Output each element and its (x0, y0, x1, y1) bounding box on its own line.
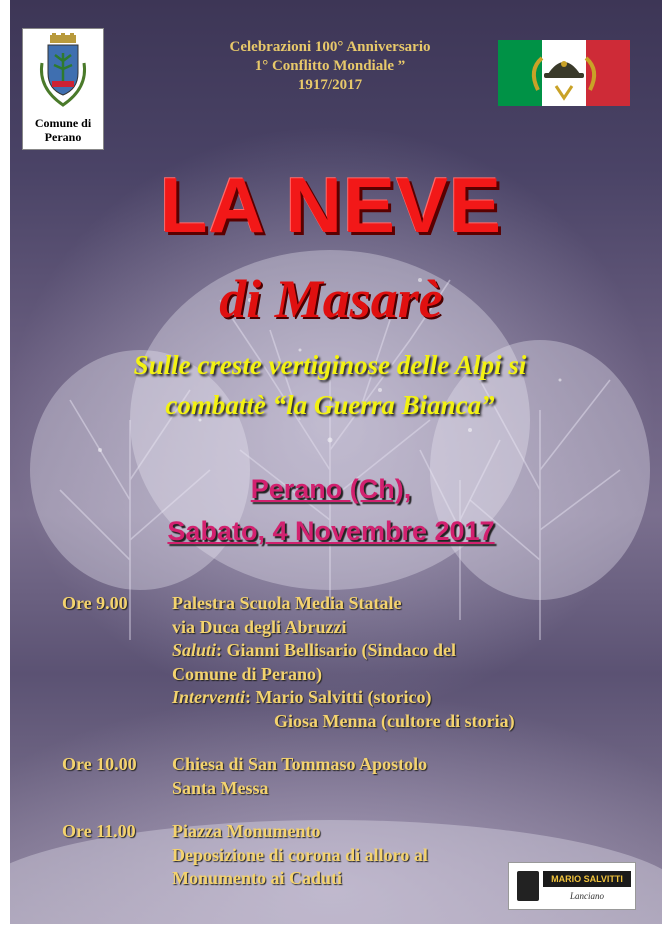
schedule-line: Monumento ai Caduti (172, 868, 343, 888)
schedule-line: Palestra Scuola Media Statale (172, 593, 402, 613)
header-line1: Celebrazioni 100° Anniversario (229, 39, 431, 55)
sponsor-name: MARIO SALVITTI (543, 871, 631, 887)
schedule-item (62, 753, 622, 800)
municipality-crest (22, 28, 104, 150)
tagline-line1: Sulle creste vertiginose delle Alpi si (133, 350, 527, 380)
schedule-line: Chiesa di San Tommaso Apostolo (172, 754, 428, 774)
greetings-label: Saluti (172, 640, 217, 660)
speakers-label: Interventi (172, 687, 246, 707)
schedule-line: Piazza Monumento (172, 821, 321, 841)
tagline-line2: combattè “la Guerra Bianca” (165, 390, 495, 420)
header-line2: 1° Conflitto Mondiale ” (254, 58, 406, 74)
schedule-line: Giosa Menna (cultore di storia) (274, 710, 515, 731)
sponsor-logo (508, 862, 636, 910)
coat-of-arms-icon (32, 33, 94, 111)
tagline (60, 345, 600, 425)
crest-caption-line2: Perano (44, 130, 82, 144)
header-line3: 1917/2017 (297, 77, 363, 93)
schedule-item (62, 592, 622, 733)
poster-subtitle: di Masarè (219, 269, 443, 329)
sponsor-city: Lanciano (569, 891, 604, 901)
store-icon (517, 871, 539, 901)
schedule-time: Ore 9.00 (62, 593, 128, 613)
schedule-line: via Duca degli Abruzzi (172, 616, 347, 637)
poster-title: LA NEVE (159, 161, 503, 249)
schedule-line: Deposizione di corona di alloro al (172, 844, 428, 865)
italian-flag-helmet-icon (498, 40, 630, 106)
schedule-time: Ore 11.00 (62, 821, 136, 841)
event-date: Sabato, 4 Novembre 2017 (167, 516, 495, 546)
event-place-date (0, 468, 662, 552)
crest-caption-line1: Comune di (34, 116, 92, 130)
schedule-time: Ore 10.00 (62, 754, 137, 774)
greetings-text: : Gianni Bellisario (Sindaco del (216, 640, 457, 660)
event-place: Perano (Ch), (250, 474, 412, 504)
schedule-line: Santa Messa (172, 777, 269, 798)
bottom-border (0, 924, 662, 936)
speakers-text: : Mario Salvitti (storico) (245, 687, 432, 707)
schedule-line: Comune di Perano) (172, 663, 322, 684)
anniversary-header (160, 38, 500, 95)
